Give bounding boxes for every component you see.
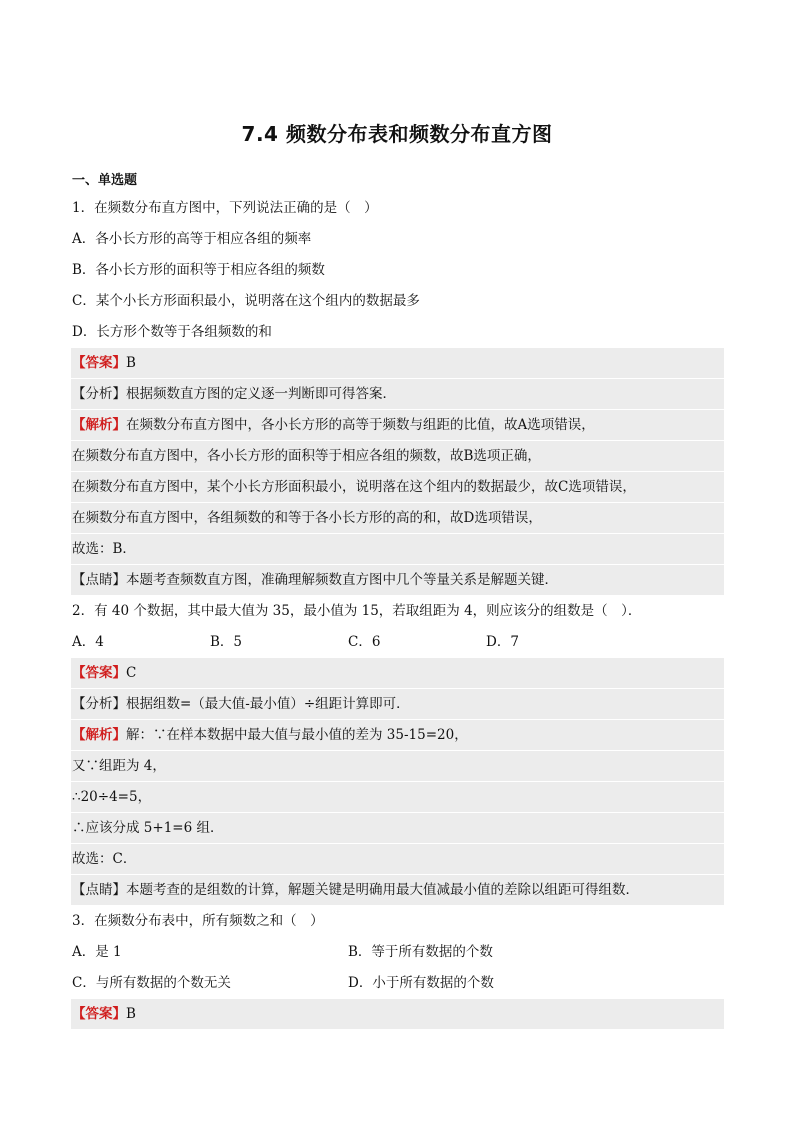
q1-solution-line: 故选：B． [71,534,724,565]
q1-comment: 本题考查频数直方图，准确理解频数直方图中几个等量关系是解题关键． [126,572,558,588]
q1-option-d: D．长方形个数等于各组频数的和 [72,324,272,340]
q2-solution-line: 又∵组距为 4， [71,751,724,782]
q3-option-b: B．等于所有数据的个数 [348,944,493,960]
q3-option-d: D．小于所有数据的个数 [348,975,494,991]
solution-tag: 【解析】 [72,417,126,433]
q1-solution-line: 在频数分布直方图中，各小长方形的高等于频数与组距的比值，故A选项错误， [126,417,595,433]
q2-solution-line: ∴应该分成 5+1=6 组． [71,813,724,844]
analysis-tag: 【分析】 [72,696,126,712]
q2-option-c: C．6 [348,634,381,650]
answer-tag: 【答案】 [72,355,126,371]
q2-solution-line: ∴20÷4=5， [71,782,724,813]
q2-options [71,627,724,658]
q1-analysis-row [71,379,724,410]
q1-solution-line: 在频数分布直方图中，各小长方形的面积等于相应各组的频数，故B选项正确， [71,441,724,472]
answer-tag: 【答案】 [72,665,126,681]
q1-answer-row [71,348,724,379]
q3-option-c: C．与所有数据的个数无关 [72,975,231,991]
q1-solution-line: 在频数分布直方图中，各组频数的和等于各小长方形的高的和，故D选项错误， [71,503,724,534]
q3-answer: B [126,1006,136,1022]
q1-comment-row [71,565,724,596]
page-title: 7.4 频数分布表和频数分布直方图 [241,122,553,146]
q1-stem: 1．在频数分布直方图中，下列说法正确的是（ ） [72,200,378,216]
section-heading: 一、单选题 [72,173,138,188]
q2-option-a: A．4 [72,634,104,650]
q1-option-b: B．各小长方形的面积等于相应各组的频数 [72,262,325,278]
q2-stem: 2．有 40 个数据，其中最大值为 35，最小值为 15，若取组距为 4，则应该分的组数是（ ）． [72,603,642,619]
q2-solution-row [71,720,724,751]
q2-comment-row [71,875,724,906]
q2-solution-line: 解：∵在样本数据中最大值与最小值的差为 35-15=20， [126,727,468,743]
q2-answer: C [126,665,137,681]
q1-analysis: 根据频数直方图的定义逐一判断即可得答案． [126,386,396,402]
document-content [71,169,724,1030]
comment-tag: 【点睛】 [72,882,126,898]
q2-comment: 本题考查的是组数的计算，解题关键是明确用最大值减最小值的差除以组距可得组数． [126,882,639,898]
q2-analysis: 根据组数=（最大值-最小值）÷组距计算即可． [126,696,410,712]
q1-answer: B [126,355,136,371]
q2-analysis-row [71,689,724,720]
analysis-tag: 【分析】 [72,386,126,402]
q2-solution-line: 故选：C． [71,844,724,875]
q1-solution-row [71,410,724,441]
q3-option-a: A．是 1 [72,944,122,960]
q3-stem: 3．在频数分布表中，所有频数之和（ ） [72,913,324,929]
q1-option-c: C．某个小长方形面积最小，说明落在这个组内的数据最多 [72,293,420,309]
solution-tag: 【解析】 [72,727,126,743]
q3-options-row-2 [71,968,724,999]
q1-option-a: A．各小长方形的高等于相应各组的频率 [72,231,312,247]
answer-tag: 【答案】 [72,1006,126,1022]
q2-option-d: D．7 [486,634,519,650]
q2-option-b: B．5 [210,634,243,650]
q3-answer-row [71,999,724,1030]
q1-solution-line: 在频数分布直方图中，某个小长方形面积最小，说明落在这个组内的数据最少，故C选项错误， [71,472,724,503]
q2-answer-row [71,658,724,689]
q3-options-row-1 [71,937,724,968]
comment-tag: 【点睛】 [72,572,126,588]
